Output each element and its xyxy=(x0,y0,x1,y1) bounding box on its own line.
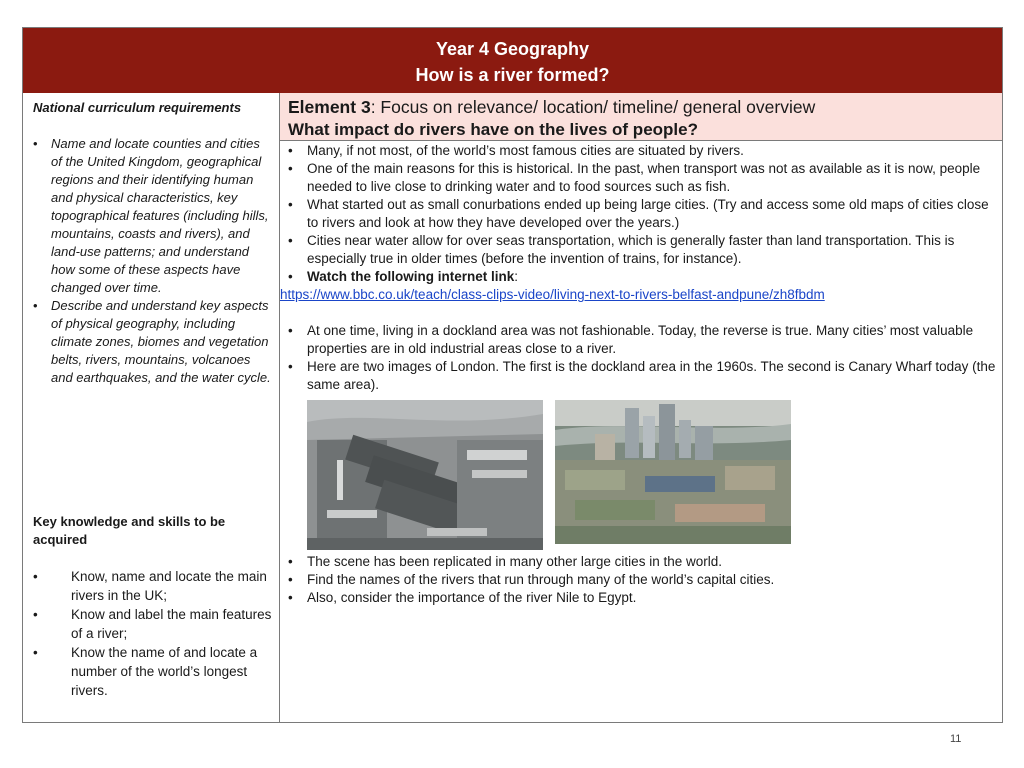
element-focus-line xyxy=(288,96,815,118)
element-label: Element 3 xyxy=(288,97,371,117)
list-item: • Know, name and locate the main rivers in the UK; xyxy=(33,567,273,605)
list-item: • Also, consider the importance of the river Nile to Egypt. xyxy=(288,589,998,607)
bullet-list-top xyxy=(288,142,998,286)
list-item: • Find the names of the rivers that run through many of the world’s capital cities. xyxy=(288,571,998,589)
element-question: What impact do rivers have on the lives of people? xyxy=(288,120,698,139)
list-item: • Many, if not most, of the world’s most famous cities are situated by rivers. xyxy=(288,142,998,160)
key-knowledge-title: Key knowledge and skills to be acquired xyxy=(33,514,226,547)
nc-title: National curriculum requirements xyxy=(33,100,242,115)
list-item: • The scene has been replicated in many other large cities in the world. xyxy=(288,553,998,571)
bullet-list-bottom xyxy=(288,553,998,607)
right-column xyxy=(280,93,1002,722)
content-body xyxy=(280,142,998,394)
list-item: • Know and label the main features of a river; xyxy=(33,605,273,643)
list-item: • Name and locate counties and cities of the United Kingdom, geographical regions and their identifying human and physical characteristics, key topographical features (including hills, mountains, coasts and rivers), and land-use patterns; and understand how some of these aspects have changed over time. xyxy=(33,135,273,297)
canary-wharf-photo xyxy=(555,400,791,544)
list-item: • Describe and understand key aspects of physical geography, including climate zones, biomes and vegetation belts, rivers, mountains, volcanoes and earthquakes, and the water cycle. xyxy=(33,297,273,387)
watch-item xyxy=(288,268,998,286)
list-item: • Here are two images of London. The first is the dockland area in the 1960s. The second is Canary Wharf today (the same area). xyxy=(288,358,998,394)
docklands-1960s-photo xyxy=(307,400,543,550)
list-item: • One of the main reasons for this is historical. In the past, when transport was not as available as it is now, people needed to live close to drinking water and to food sources such as fish. xyxy=(288,160,998,196)
list-item: • Cities near water allow for over seas transportation, which is generally faster than land transportation. This is especially true in older times (before the invention of trains, for instance). xyxy=(288,232,998,268)
list-item: • Know the name of and locate a number of the world’s longest rivers. xyxy=(33,643,273,700)
page-number: 11 xyxy=(950,733,962,745)
bullet-list-mid xyxy=(288,322,998,394)
list-item: • At one time, living in a dockland area was not fashionable. Today, the reverse is true. Many cities’ most valuable properties are in old industrial areas close to a river. xyxy=(288,322,998,358)
header-bar xyxy=(23,28,1002,93)
bbc-video-link[interactable]: https://www.bbc.co.uk/teach/class-clips-video/living-next-to-rivers-belfast-andpune/zh8fbdm xyxy=(280,287,825,302)
content-footer xyxy=(288,553,998,607)
watch-label: Watch the following internet link xyxy=(307,269,515,284)
header-subtitle: How is a river formed? xyxy=(415,65,610,85)
watch-colon: : xyxy=(514,269,519,284)
element-focus: : Focus on relevance/ location/ timeline/ general overview xyxy=(370,97,816,117)
left-column xyxy=(23,93,280,722)
header-title: Year 4 Geography xyxy=(435,39,590,59)
worksheet-table xyxy=(22,27,1003,723)
list-item: • What started out as small conurbations ended up being large cities. (Try and access some old maps of cities close to rivers and look at how they have developed over the years.) xyxy=(288,196,998,232)
requirements-list xyxy=(33,135,273,387)
skills-list xyxy=(33,567,273,700)
element-header xyxy=(280,93,1002,141)
